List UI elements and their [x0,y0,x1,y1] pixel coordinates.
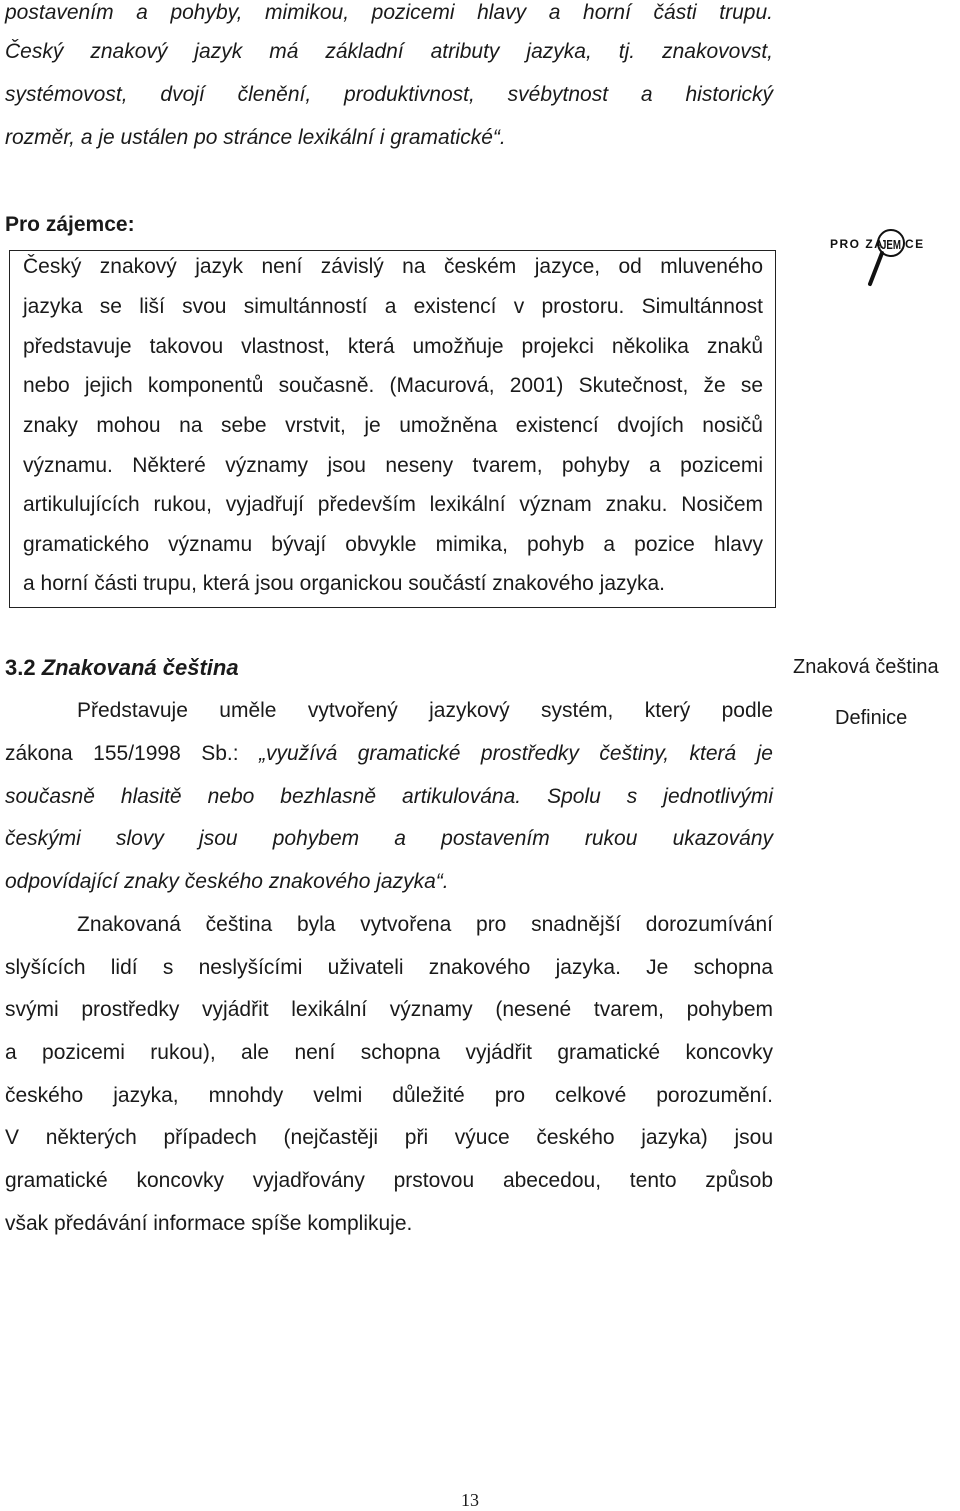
box-heading: Pro zájemce: [5,213,135,236]
body-line: slyšících lidí s neslyšícími uživateli znakového jazyka. Je schopna [5,956,773,979]
section-heading [5,654,239,682]
badge-text-right: CE [905,237,925,251]
body-line: odpovídající znaky českého znakového jazyka“. [5,870,449,893]
body-line: však předávání informace spíše komplikuje. [5,1212,413,1235]
law-reference: zákona 155/1998 Sb.: [5,742,260,765]
body-line [5,741,773,767]
body-line: českými slovy jsou pohybem a postavením rukou ukazovány [5,827,773,850]
body-line: současně hlasitě nebo bezhlasně artikulována. Spolu s jednotlivými [5,785,773,808]
margin-note-znakova-cestina: Znaková čeština [793,656,939,678]
page-number: 13 [461,1490,479,1510]
box-line: artikulujících rukou, vyjadřují především lexikální význam znaku. Nosičem [23,493,763,516]
body-line: a pozicemi rukou), ale není schopna vyjádřit gramatické koncovky [5,1041,773,1064]
box-line: a horní části trupu, která jsou organickou součástí znakového jazyka. [23,572,666,595]
badge-text-mid: JEM [881,237,901,252]
intro-line: rozměr, a je ustálen po stránce lexikální i gramatické“. [5,126,506,149]
pro-zajemce-badge [830,228,926,290]
body-line: svými prostředky vyjádřit lexikální významy (nesené tvarem, pohybem [5,998,773,1021]
body-line: českého jazyka, mnohdy velmi důležité pro celkové porozumění. [5,1084,773,1107]
box-line: gramatického významu bývají obvykle mimika, pohyb a pozice hlavy [23,533,763,556]
body-line: gramatické koncovky vyjadřovány prstovou abecedou, tento způsob [5,1169,773,1192]
box-line: významu. Některé významy jsou neseny tvarem, pohyby a pozicemi [23,454,763,477]
magnifier-handle [870,253,882,284]
law-quote: „využívá gramatické prostředky češtiny, která je [259,742,773,765]
intro-line: systémovost, dvojí členění, produktivnost, svébytnost a historický [5,83,773,106]
box-line: jazyka se liší svou simultánností a existencí v prostoru. Simultánnost [23,295,763,318]
box-line: představuje takovou vlastnost, která umožňuje projekci několika znaků [23,335,763,358]
body-line: V některých případech (nejčastěji při výuce českého jazyka) jsou [5,1126,773,1149]
body-line: Představuje uměle vytvořený jazykový systém, který podle [77,699,773,722]
box-line: Český znakový jazyk není závislý na českém jazyce, od mluveného [23,255,763,278]
margin-note-definice: Definice [835,707,908,729]
intro-line: Český znakový jazyk má základní atributy jazyka, tj. znakovovst, [5,40,773,63]
section-number: 3.2 [5,655,36,680]
info-box [9,250,776,608]
badge-text-left: PRO ZÁ [830,237,885,251]
intro-line: postavením a pohyby, mimikou, pozicemi hlavy a horní části trupu. [5,1,773,24]
box-line: znaky mohou na sebe vrstvit, je umožněna existencí dvojích nosičů [23,414,763,437]
box-line: nebo jejich komponentů současně. (Macurová, 2001) Skutečnost, že se [23,374,763,397]
body-line: Znakovaná čeština byla vytvořena pro snadnější dorozumívání [77,913,773,936]
section-title: Znakovaná čeština [41,655,239,680]
